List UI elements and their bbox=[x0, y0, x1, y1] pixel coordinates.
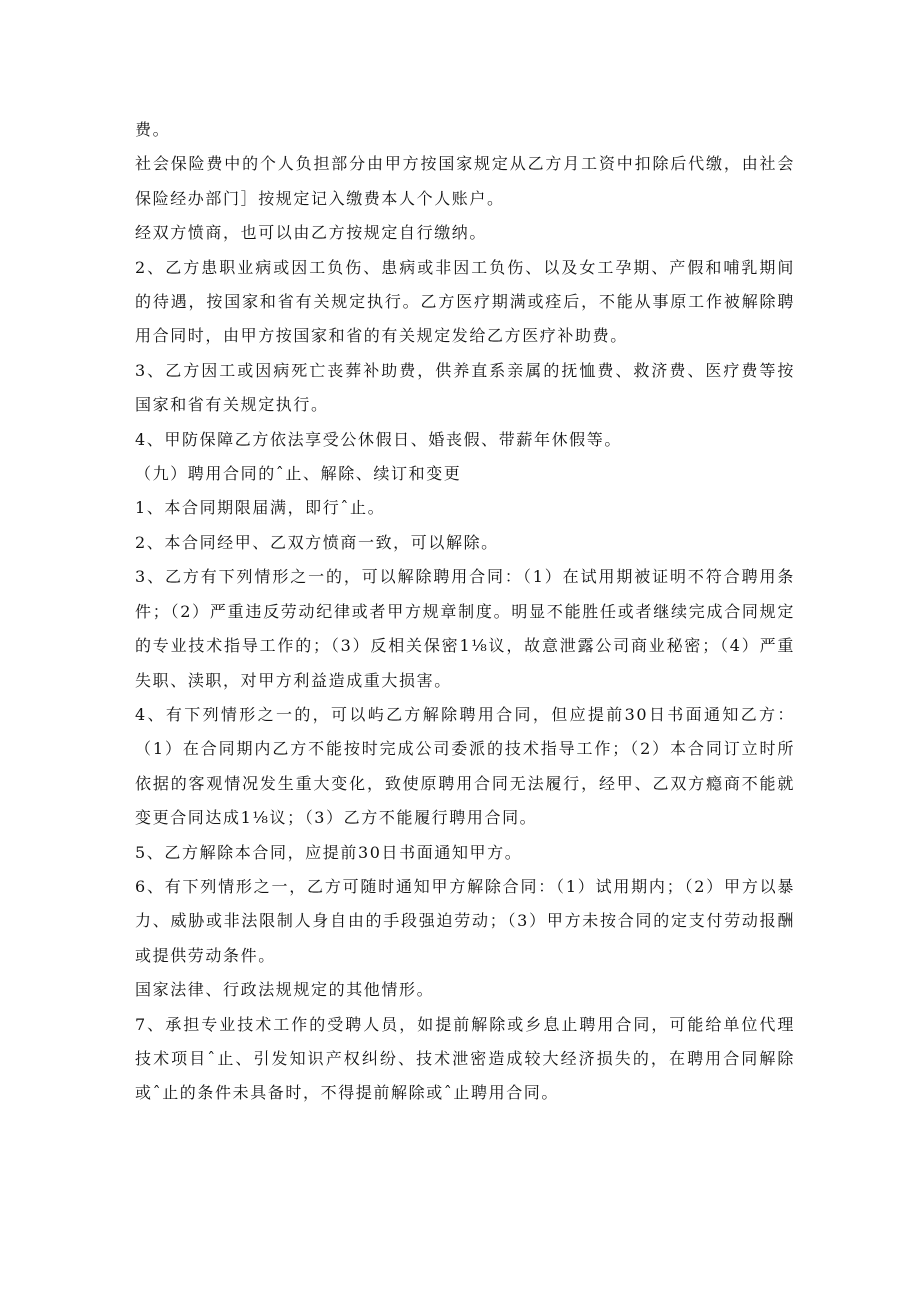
paragraph-termination-2: 2、本合同经甲、乙双方愤商一致，可以解除。 bbox=[135, 532, 499, 552]
document-body bbox=[135, 113, 795, 1111]
paragraph-termination-1: 1、本合同期限届满，即行ˆ止。 bbox=[135, 498, 386, 518]
paragraph-termination-4: 4、有下列情形之一的，可以屿乙方解除聘用合同，但应提前30日书面通知乙方：（1）在合同期内乙方不能按时完成公司委派的技术指导工作；（2）本合同订立时所依据的客观情况发生重大变化，致使原聘用合同无法履行，经甲、乙双方瘾商不能就变更合同达成1⅛议；（3）乙方不能履行聘用合同。 bbox=[135, 704, 795, 828]
paragraph-termination-5: 5、乙方解除本合同，应提前30日书面通知甲方。 bbox=[135, 842, 523, 862]
paragraph-fee-end: 费。 bbox=[135, 120, 171, 139]
paragraph-clause-3: 3、乙方因工或因病死亡丧葬补助费，供养直系亲属的抚恤费、救济费、医疗费等按国家和省有关规定执行。 bbox=[135, 360, 795, 415]
paragraph-clause-2: 2、乙方患职业病或因工负伤、患病或非因工负伤、以及女工孕期、产假和哺乳期间的待遇，按国家和省有关规定执行。乙方医疗期满或痊后，不能从事原工作被解除聘用合同时，由甲方按国家和省的有关规定发给乙方医疗补助费。 bbox=[135, 257, 795, 346]
paragraph-other-cases: 国家法律、行政法规规定的其他情形。 bbox=[135, 980, 435, 1000]
section-heading-9: （九）聘用合同的ˆ止、解除、续订和变更 bbox=[135, 464, 462, 484]
paragraph-termination-3: 3、乙方有下列情形之一的，可以解除聘用合同：（1）在试用期被证明不符合聘用条件；（2）严重违反劳动纪律或者甲方规章制度。明显不能胜任或者继续完成合同规定的专业技术指导工作的；（3）反相关保密1⅛议，故意泄露公司商业秘密；（4）严重失职、渎职，对甲方利益造成重大损害。 bbox=[135, 567, 795, 690]
paragraph-termination-7: 7、承担专业技术工作的受聘人员，如提前解除或乡息止聘用合同，可能给单位代理技术项目ˆ止、引发知识产权纠纷、技术泄密造成较大经济损失的，在聘用合同解除或ˆ止的条件未具备时，不得提前解除或ˆ止聘用合同。 bbox=[135, 1014, 795, 1103]
paragraph-social-insurance: 社会保险费中的个人负担部分由甲方按国家规定从乙方月工资中扣除后代缴，由社会保险经办部门］按规定记入缴费本人个人账户。 bbox=[135, 154, 795, 208]
paragraph-clause-4: 4、甲防保障乙方依法享受公休假日、婚丧假、带薪年休假等。 bbox=[135, 429, 622, 449]
paragraph-termination-6: 6、有下列情形之一，乙方可随时通知甲方解除合同：（1）试用期内；（2）甲方以暴力、威胁或非法限制人身自由的手段强迫劳动；（3）甲方未按合同的定支付劳动报酬或提供劳动条件。 bbox=[135, 876, 795, 965]
paragraph-self-payment: 经双方愤商，也可以由乙方按规定自行缴纳。 bbox=[135, 223, 488, 243]
